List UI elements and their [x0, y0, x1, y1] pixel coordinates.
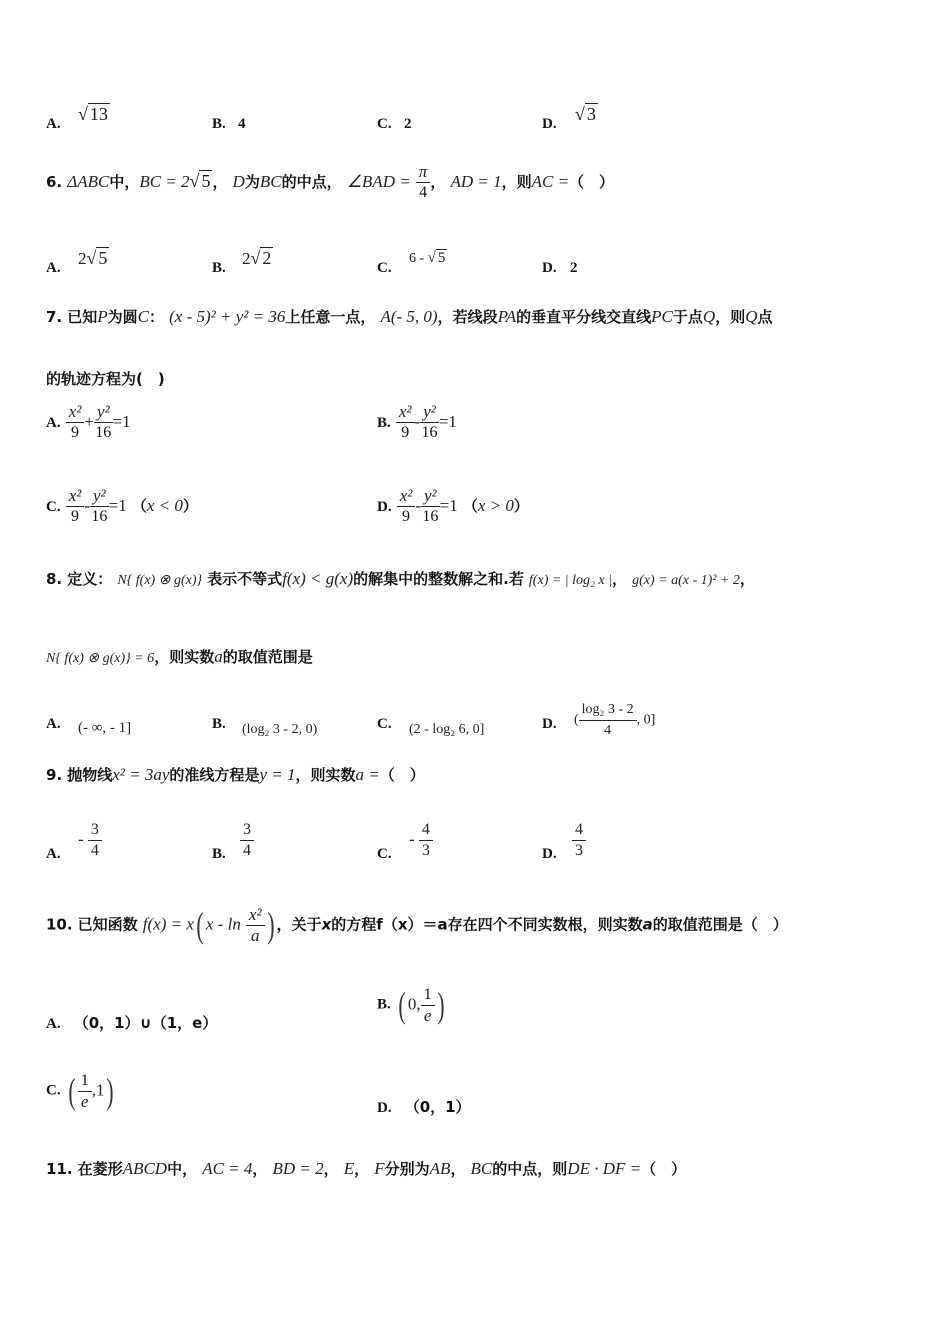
q7-point-a: A(- 5, 0) — [380, 307, 438, 326]
q11-text: ， — [323, 1160, 339, 1178]
q11-text: 在菱形 — [77, 1160, 123, 1178]
q11-dot-product: DE · DF = — [567, 1159, 642, 1178]
q10-stem — [46, 904, 788, 946]
q10-text: 存在四个不同实数根，则实数 — [447, 915, 643, 934]
q5-option-c-label: C. — [377, 116, 392, 132]
q8-text: 的取值范围是 — [222, 648, 313, 666]
q7-text: 为圆 — [107, 308, 138, 326]
q10-number: 10. — [46, 915, 73, 934]
q6-bc: BC — [259, 172, 282, 191]
q8-stem — [46, 568, 755, 589]
q5-option-b-value: 4 — [238, 116, 246, 132]
q9-option-d-label: D. — [542, 846, 557, 862]
q7-text: 于点 — [672, 308, 703, 326]
q10-text: 的取值范围是（ ） — [652, 915, 788, 934]
q7-line-pc: PC — [651, 307, 673, 326]
q8-a: a — [214, 647, 223, 666]
q6-option-b-value: 2√ 2 — [242, 248, 272, 268]
q11-text: ， — [354, 1160, 370, 1178]
q7-circle-c: C — [137, 307, 149, 326]
q8-text: ， — [611, 570, 627, 588]
q6-text: ，则 — [501, 173, 532, 191]
q8-text: 定义： — [67, 570, 113, 588]
q6-pi-over-4: $\frac{\pi}{4}$ — [416, 162, 431, 203]
q7-text: ，则 — [715, 308, 746, 326]
q8-options — [0, 700, 950, 744]
q7-option-d: D. $\frac{\text{x²}}{9}$ - $\frac{\text{y²}}{16}$ =1 （x > 0） — [377, 486, 529, 525]
q7-option-c: C. $\frac{\text{x²}}{9}$ - $\frac{\text{y²}}{16}$ =1 （x < 0） — [46, 486, 198, 525]
q8-option-a-label: A. — [46, 716, 61, 732]
q7-segment-pa: PA — [497, 307, 517, 326]
q8-stem-line2 — [46, 646, 313, 667]
q8-number: 8. — [46, 570, 63, 588]
q7-circle-eq: (x - 5)² + y² = 36 — [169, 307, 286, 326]
q9-text: 的准线方程是 — [169, 766, 260, 784]
q9-option-d-value: $\frac{4}{3}$ — [572, 820, 586, 861]
q11-bd: BD = 2 — [272, 1159, 324, 1178]
q11-point-f: F — [374, 1159, 385, 1178]
q6-bc-sqrt: √ 5 — [189, 171, 211, 191]
q6-option-c-value: 6 - √ 5 — [409, 250, 446, 266]
q10-function: f(x) = x — [142, 914, 194, 934]
q5-option-a-label: A. — [46, 116, 61, 132]
q8-text: 的解集中的整数解之和.若 — [353, 570, 524, 588]
q10-option-c: C. ( $\frac{1}{e}$ ,1) — [46, 1071, 115, 1111]
q11-text: （ ） — [641, 1160, 687, 1178]
q9-option-c-label: C. — [377, 846, 392, 862]
q8-inequality: f(x) < g(x) — [282, 569, 354, 588]
q9-option-a-value: - $\frac{3}{4}$ — [78, 820, 102, 861]
q11-text: 分别为 — [384, 1160, 430, 1178]
q7-text: 点 — [757, 308, 773, 326]
q11-text: 的中点，则 — [492, 1160, 568, 1178]
q10-text: ，关于 — [276, 915, 322, 934]
q10-a: a — [642, 915, 653, 934]
q8-text: ，则实数 — [154, 648, 215, 666]
q6-ad: AD = 1 — [450, 172, 502, 191]
q9-text: ，则实数 — [295, 766, 356, 784]
q5-option-d-label: D. — [542, 116, 557, 132]
q7-text: 上任意一点， — [285, 308, 376, 326]
q6-text: ， — [212, 173, 228, 191]
q8-n-eq: N{ f(x) ⊗ g(x)} = 6 — [46, 651, 155, 666]
q5-option-d-value: √ 3 — [575, 104, 596, 124]
q5-option-b-label: B. — [212, 116, 226, 132]
q6-option-b-label: B. — [212, 260, 226, 276]
q11-ac: AC = 4 — [202, 1159, 253, 1178]
q6-text: 的中点， — [281, 173, 342, 191]
q7-stem — [46, 306, 773, 327]
q9-option-a-label: A. — [46, 846, 61, 862]
q6-point-d: D — [232, 172, 245, 191]
q7-text: 的垂直平分线交直线 — [516, 308, 652, 326]
q7-point-q: Q — [745, 307, 758, 326]
q6-option-d-label: D. — [542, 260, 557, 276]
q6-ac: AC = — [531, 172, 570, 191]
q5-option-c-value: 2 — [404, 116, 412, 132]
q6-text: 为 — [244, 173, 260, 191]
q8-text: ， — [739, 570, 755, 588]
q7-text: ，若线段 — [437, 308, 498, 326]
q7-number: 7. — [46, 308, 63, 326]
q10-option-b: B. ( 0, $\frac{1}{e}$ ) — [377, 985, 445, 1025]
q7-text: 已知 — [67, 308, 98, 326]
q8-option-c-label: C. — [377, 716, 392, 732]
q10-inner: x - ln — [205, 914, 241, 934]
q11-bc: BC — [470, 1159, 493, 1178]
q6-option-a-label: A. — [46, 260, 61, 276]
q11-text: ， — [450, 1160, 466, 1178]
q9-number: 9. — [46, 766, 63, 784]
q6-text: 中， — [109, 173, 140, 191]
q6-option-d-value: 2 — [570, 260, 578, 276]
q8-option-b-label: B. — [212, 716, 226, 732]
q11-stem — [46, 1158, 686, 1179]
q9-parabola-eq: x² = 3ay — [112, 765, 170, 784]
q9-option-b-label: B. — [212, 846, 226, 862]
q8-option-c-value: (2 - log₂ 6, 0] — [409, 722, 485, 737]
q10-fraction: $\frac{\text{x²}}{a}$ — [246, 905, 265, 946]
q8-option-d-label: D. — [542, 716, 557, 732]
q6-stem — [46, 162, 614, 212]
q10-option-a: A. （0，1）∪（1，e） — [46, 1014, 218, 1032]
q9-a-eq: a = — [355, 765, 380, 784]
q7-point-p: P — [97, 307, 108, 326]
q10-option-d: D. （0，1） — [377, 1098, 471, 1116]
q11-number: 11. — [46, 1160, 73, 1178]
q8-option-b-value: (log₂ 3 - 2, 0) — [242, 722, 318, 737]
q5-options — [0, 100, 950, 140]
q8-option-a-value: (- ∞, - 1] — [78, 720, 132, 736]
q10-equation: f（x）＝a — [376, 915, 448, 934]
q10-text: 的方程 — [331, 915, 377, 934]
q7-stem-line2: 的轨迹方程为( ) — [46, 370, 165, 388]
q10-text: 已知函数 — [77, 915, 138, 934]
q8-n-expr: N{ f(x) ⊗ g(x)} — [117, 573, 203, 588]
q9-stem — [46, 764, 425, 785]
q10-paren-left: ( — [196, 905, 204, 945]
q6-text: （ ） — [569, 173, 615, 191]
q7-point-q: Q — [702, 307, 716, 326]
q8-f-def: f(x) = | log₂ x | — [528, 573, 612, 588]
q8-g-def: g(x) = a(x - 1)² + 2 — [632, 573, 740, 588]
q11-text: ， — [252, 1160, 268, 1178]
q9-directrix: y = 1 — [259, 765, 296, 784]
q6-options — [0, 244, 950, 284]
q9-options — [0, 820, 950, 870]
q8-text: 表示不等式 — [207, 570, 283, 588]
q9-option-c-value: - $\frac{4}{3}$ — [409, 820, 433, 861]
q11-text: 中， — [167, 1160, 198, 1178]
q6-bc-eq: BC = 2 — [139, 172, 190, 191]
q7-text: ： — [149, 308, 165, 326]
q11-ab: AB — [429, 1159, 451, 1178]
q9-option-b-value: $\frac{3}{4}$ — [240, 820, 254, 861]
q6-option-c-label: C. — [377, 260, 392, 276]
q6-option-a-value: 2√ 5 — [78, 248, 108, 268]
q7-option-a: A. $\frac{\text{x²}}{9}$ + $\frac{\text{y²}}{16}$ =1 — [46, 402, 131, 441]
q8-option-d-value: ( $\frac{\text{log₂ 3 - 2}}{4}$ , 0] — [574, 702, 656, 738]
q6-triangle: ΔABC — [67, 172, 110, 191]
q6-number: 6. — [46, 173, 63, 191]
q6-text: ， — [430, 173, 446, 191]
q10-x: x — [321, 915, 332, 934]
q11-rhombus: ABCD — [122, 1159, 168, 1178]
q11-point-e: E — [343, 1159, 355, 1178]
q9-text: （ ） — [379, 766, 425, 784]
q9-text: 抛物线 — [67, 766, 113, 784]
q7-option-b: B. $\frac{\text{x²}}{9}$ - $\frac{\text{y²}}{16}$ =1 — [377, 402, 457, 441]
q10-paren-right: ) — [266, 905, 275, 945]
q6-angle: ∠BAD = — [346, 172, 411, 191]
q5-option-a-value: √ 13 — [78, 104, 108, 124]
